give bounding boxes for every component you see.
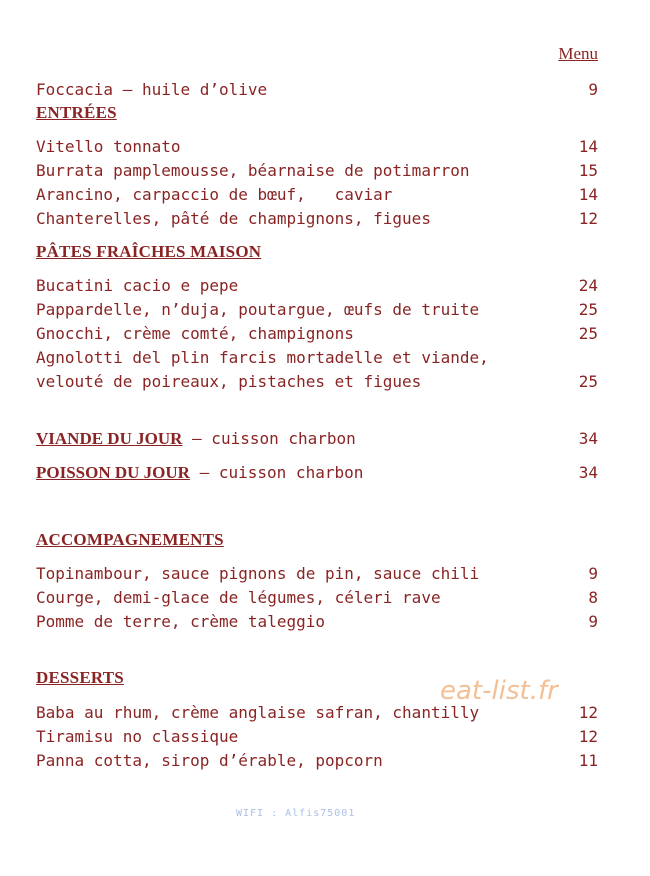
section-heading-pates: PÂTES FRAÎCHES MAISON (36, 242, 262, 261)
item-name: Pappardelle, n’duja, poutargue, œufs de truite (36, 300, 480, 319)
menu-item (36, 324, 598, 344)
menu-item (36, 137, 598, 157)
menu-item (36, 348, 598, 368)
item-price: 25 (578, 372, 598, 391)
item-name: Burrata pamplemousse, béarnaise de potimarron (36, 161, 470, 180)
item-name: Bucatini cacio e pepe (36, 276, 239, 295)
menu-item (36, 300, 598, 320)
item-suffix: – cuisson charbon (189, 463, 364, 482)
watermark: eat-list.fr (440, 676, 558, 706)
item-price: 34 (578, 429, 598, 448)
item-price: 9 (588, 80, 598, 99)
item-price: 24 (578, 276, 598, 295)
section-heading-entrees: ENTRÉES (36, 103, 117, 122)
item-price: 8 (588, 588, 598, 607)
item-name: Agnolotti del plin farcis mortadelle et viande, (36, 348, 489, 367)
menu-item-foccacia (36, 80, 598, 100)
item-price: 14 (578, 185, 598, 204)
item-price: 15 (578, 161, 598, 180)
menu-item (36, 612, 598, 632)
item-name: Gnocchi, crème comté, champignons (36, 324, 354, 343)
section-heading-accompagnements: ACCOMPAGNEMENTS (36, 530, 224, 549)
menu-item (36, 209, 598, 229)
item-price: 14 (578, 137, 598, 156)
item-name: Topinambour, sauce pignons de pin, sauce chili (36, 564, 480, 583)
item-name: Pomme de terre, crème taleggio (36, 612, 325, 631)
item-price: 9 (588, 612, 598, 631)
item-name: Baba au rhum, crème anglaise safran, chantilly (36, 703, 480, 722)
item-price: 12 (578, 703, 598, 722)
menu-item-viande (36, 429, 598, 449)
item-name: Panna cotta, sirop d’érable, popcorn (36, 751, 383, 770)
menu-item (36, 276, 598, 296)
item-price: 12 (578, 727, 598, 746)
item-name: Chanterelles, pâté de champignons, figues (36, 209, 431, 228)
item-suffix: – cuisson charbon (182, 429, 356, 448)
menu-item (36, 564, 598, 584)
section-heading-poisson: POISSON DU JOUR (36, 463, 190, 482)
item-price: 34 (578, 463, 598, 482)
item-price: 9 (588, 564, 598, 583)
menu-item (36, 161, 598, 181)
item-price: 11 (578, 751, 598, 770)
menu-item (36, 727, 598, 747)
menu-item (36, 703, 598, 723)
item-price: 25 (578, 300, 598, 319)
menu-item (36, 588, 598, 608)
item-name: Tiramisu no classique (36, 727, 239, 746)
menu-item-poisson (36, 463, 598, 483)
menu-item (36, 751, 598, 771)
wifi-info: WIFI : Alfis75001 (236, 808, 356, 819)
menu-item (36, 185, 598, 205)
item-name: Arancino, carpaccio de bœuf, caviar (36, 185, 393, 204)
item-name: velouté de poireaux, pistaches et figues (36, 372, 422, 391)
item-name: Foccacia – huile d’olive (36, 80, 268, 99)
item-name: Vitello tonnato (36, 137, 181, 156)
item-price: 12 (578, 209, 598, 228)
menu-item (36, 372, 598, 392)
section-heading-viande: VIANDE DU JOUR (36, 429, 183, 448)
item-name: Courge, demi-glace de légumes, céleri rave (36, 588, 441, 607)
item-price: 25 (578, 324, 598, 343)
section-heading-desserts: DESSERTS (36, 668, 124, 687)
menu-link[interactable]: Menu (558, 44, 598, 63)
